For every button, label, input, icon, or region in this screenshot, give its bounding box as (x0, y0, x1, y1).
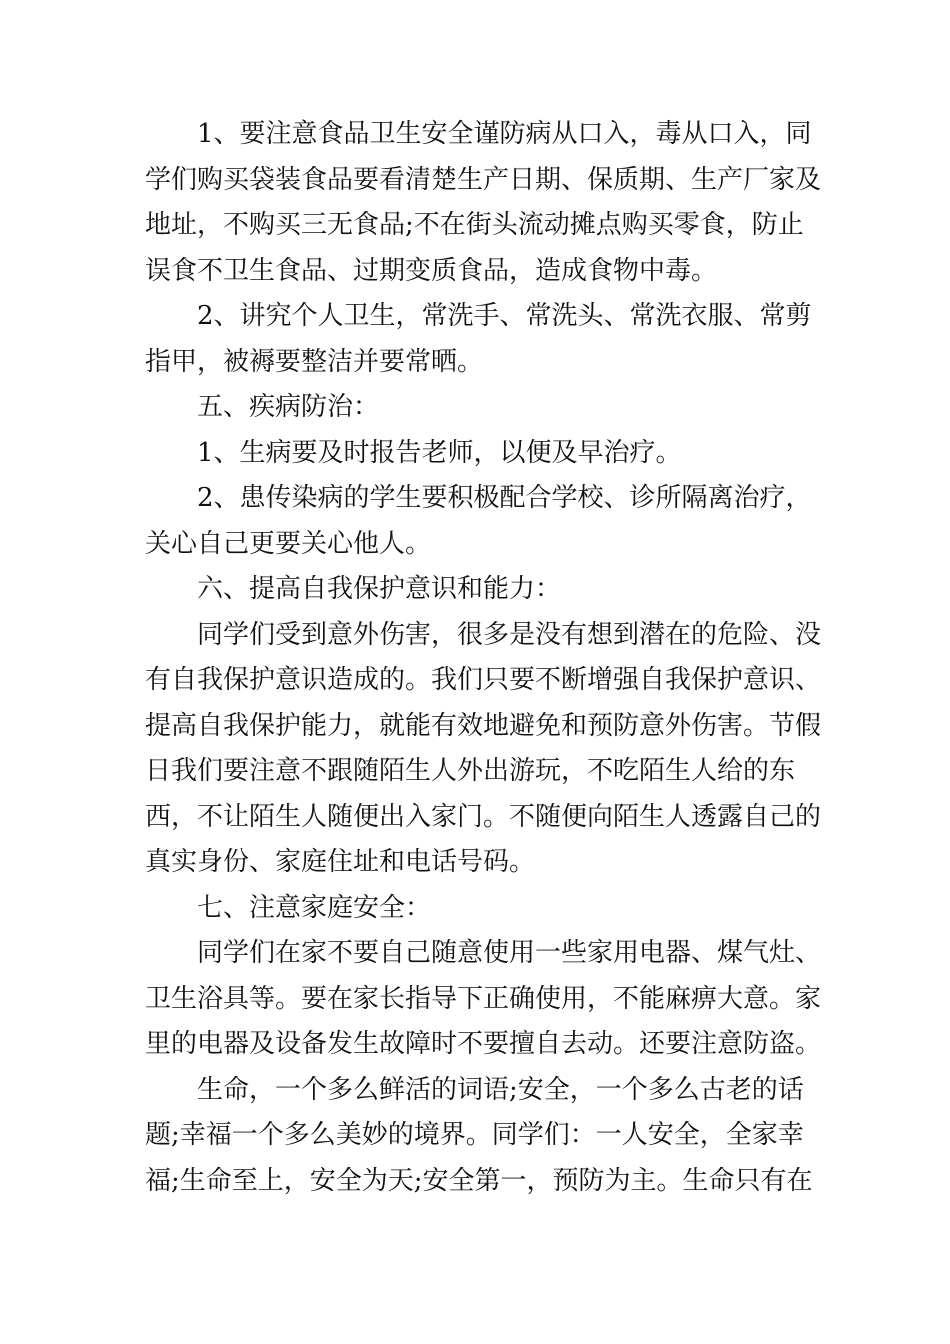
text-line: 学们购买袋装食品要看清楚生产日期、保质期、生产厂家及 (145, 164, 822, 195)
text-line: 2、讲究个人卫生，常洗手、常洗头、常洗衣服、常剪 (197, 301, 812, 331)
paragraph (145, 476, 835, 567)
text-line: 有自我保护意识造成的。我们只要不断增强自我保护意识、 (145, 665, 822, 695)
text-line: 福;生命至上，安全为天;安全第一，预防为主。生命只有在 (145, 1165, 813, 1196)
text-line: 指甲，被褥要整洁并要常晒。 (145, 346, 484, 377)
paragraph (145, 1068, 835, 1205)
text-line: 1、要注意食品卫生安全谨防病从口入，毒从口入，同 (197, 119, 812, 149)
text-line: 卫生浴具等。要在家长指导下正确使用，不能麻痹大意。家 (145, 983, 822, 1014)
text-line: 同学们受到意外伤害，很多是没有想到潜在的危险、没 (197, 619, 822, 650)
paragraph (145, 931, 835, 1068)
text-line: 七、注意家庭安全： (197, 892, 432, 923)
text-line: 六、提高自我保护意识和能力： (197, 574, 562, 604)
text-line: 2、患传染病的学生要积极配合学校、诊所隔离治疗， (197, 483, 812, 513)
text-line: 地址，不购买三无食品;不在街头流动摊点购买零食，防止 (145, 210, 804, 240)
text-line: 西，不让陌生人随便出入家门。不随便向陌生人透露自己的 (145, 801, 822, 832)
text-line: 关心自己更要关心他人。 (145, 528, 432, 559)
paragraph (145, 112, 835, 294)
text-line: 生命，一个多么鲜活的词语;安全，一个多么古老的话 (197, 1074, 804, 1105)
paragraph (145, 431, 835, 477)
paragraph (145, 613, 835, 886)
text-line: 同学们在家不要自己随意使用一些家用电器、煤气灶、 (197, 938, 822, 968)
paragraph (145, 567, 835, 613)
paragraph (145, 385, 835, 431)
text-line: 提高自我保护能力，就能有效地避免和预防意外伤害。节假 (145, 710, 822, 741)
text-line: 真实身份、家庭住址和电话号码。 (145, 847, 536, 877)
text-line: 日我们要注意不跟随陌生人外出游玩，不吃陌生人给的东 (145, 756, 796, 786)
text-line: 1、生病要及时报告老师，以便及早治疗。 (197, 437, 682, 468)
text-line: 误食不卫生食品、过期变质食品，造成食物中毒。 (145, 255, 718, 286)
text-line: 里的电器及设备发生故障时不要擅自去动。还要注意防盗。 (145, 1029, 822, 1059)
paragraph (145, 886, 835, 932)
document-body (145, 112, 835, 1204)
paragraph (145, 294, 835, 385)
text-line: 题;幸福一个多么美妙的境界。同学们：一人安全，全家幸 (145, 1120, 804, 1150)
text-line: 五、疾病防治： (197, 392, 380, 422)
